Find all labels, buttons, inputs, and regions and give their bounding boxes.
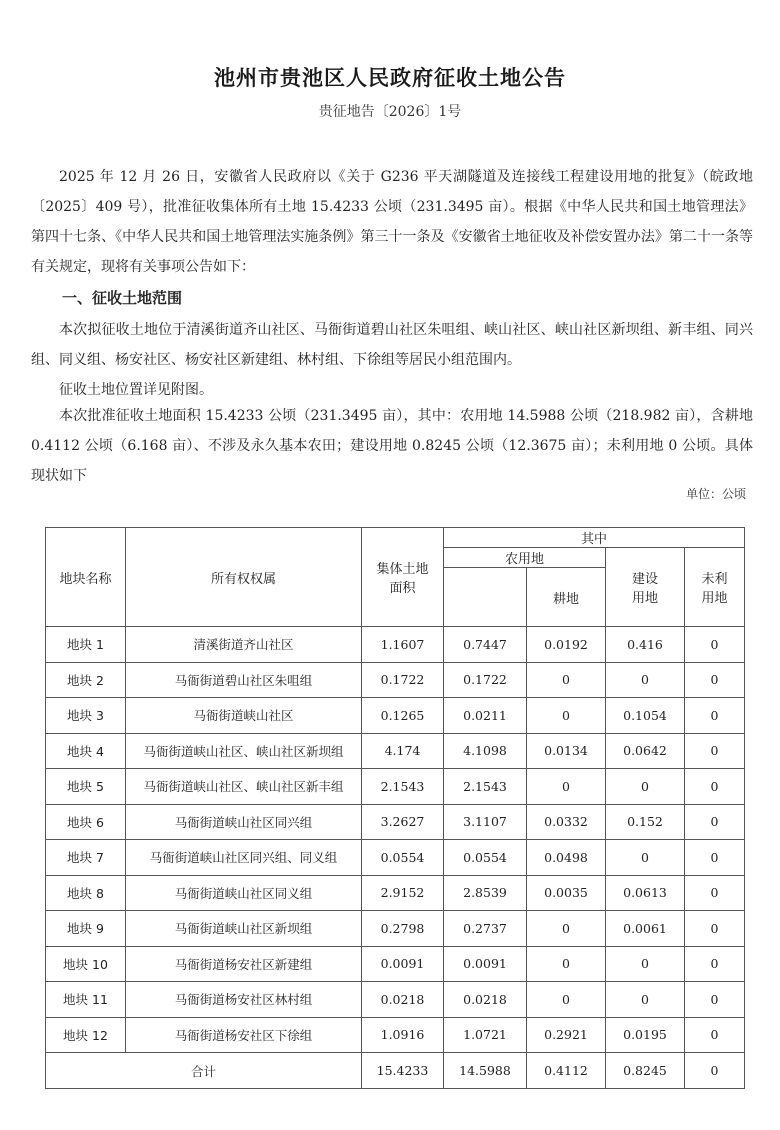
owner-cell: 马衙街道峡山社区、峡山社区新坝组 — [126, 733, 362, 769]
cultivated-cell: 0 — [527, 911, 606, 947]
construction-cell: 0 — [606, 946, 685, 982]
owner-cell: 马衙街道峡山社区同兴组 — [126, 804, 362, 840]
scope-paragraph: 本次拟征收土地位于清溪街道齐山社区、马衙街道碧山社区朱咀组、峡山社区、峡山社区新坝组、新丰组、同兴组、同义组、杨安社区、杨安社区新建组、林村组、下徐组等居民小组范围内。 — [31, 322, 753, 368]
section-heading: 一、征收土地范围 — [62, 289, 183, 307]
table-row — [46, 875, 745, 911]
cultivated-cell: 0.0332 — [527, 804, 606, 840]
agricultural-cell: 0.0554 — [444, 840, 527, 876]
plot-name-cell: 地块 10 — [46, 946, 126, 982]
plot-name-cell: 地块 7 — [46, 840, 126, 876]
header-of-which: 其中 — [444, 528, 745, 548]
table-row — [46, 840, 745, 876]
location-paragraph: 征收土地位置详见附图。 — [59, 382, 213, 398]
total-area: 15.4233 — [362, 1053, 444, 1089]
agricultural-cell: 2.1543 — [444, 769, 527, 805]
unused-cell: 0 — [685, 627, 745, 663]
document-number: 贵征地告〔2026〕1号 — [318, 104, 462, 120]
construction-cell: 0.416 — [606, 627, 685, 663]
intro-paragraph: 2025 年 12 月 26 日，安徽省人民政府以《关于 G236 平天湖隧道及连接线工程建设用地的批复》（皖政地〔2025〕409 号），批准征收集体所有土地 15.4233 公顷（231.3495 亩）。根据《中华人民共和国土地管理法》第四十七条、《中华人民共和国土地管理法实施条例》第三十一条及《安徽省土地征收及补偿安置办法》第二十一条等有关规定，现将有关事项公告如下： — [31, 169, 753, 275]
owner-cell: 马衙街道杨安社区新建组 — [126, 946, 362, 982]
agricultural-cell: 0.0211 — [444, 698, 527, 734]
agricultural-cell: 0.0091 — [444, 946, 527, 982]
owner-cell: 马衙街道峡山社区同义组 — [126, 875, 362, 911]
table-body — [46, 627, 745, 1089]
collective-area-cell: 2.1543 — [362, 769, 444, 805]
agricultural-cell: 2.8539 — [444, 875, 527, 911]
unused-cell: 0 — [685, 733, 745, 769]
collective-area-cell: 1.0916 — [362, 1017, 444, 1053]
unused-cell: 0 — [685, 804, 745, 840]
plot-name-cell: 地块 5 — [46, 769, 126, 805]
area-paragraph: 本次批准征收土地面积 15.4233 公顷（231.3495 亩），其中：农用地 14.5988 公顷（218.982 亩），含耕地 0.4112 公顷（6.168 亩）、不涉及永久基本农田；建设用地 0.8245 公顷（12.3675 亩）；未利用地 0 公顷。具体现状如下 — [31, 408, 753, 484]
agricultural-cell: 1.0721 — [444, 1017, 527, 1053]
construction-cell: 0 — [606, 769, 685, 805]
collective-area-cell: 0.0218 — [362, 982, 444, 1018]
plot-name-cell: 地块 2 — [46, 662, 126, 698]
header-agricultural: 农用地 — [444, 548, 606, 568]
table-row — [46, 769, 745, 805]
collective-area-cell: 0.1265 — [362, 698, 444, 734]
plot-name-cell: 地块 6 — [46, 804, 126, 840]
table-row — [46, 1017, 745, 1053]
plot-name-cell: 地块 12 — [46, 1017, 126, 1053]
construction-cell: 0 — [606, 662, 685, 698]
cultivated-cell: 0 — [527, 769, 606, 805]
owner-cell: 马衙街道峡山社区 — [126, 698, 362, 734]
plot-name-cell: 地块 8 — [46, 875, 126, 911]
agricultural-cell: 0.0218 — [444, 982, 527, 1018]
owner-cell: 清溪街道齐山社区 — [126, 627, 362, 663]
collective-area-cell: 3.2627 — [362, 804, 444, 840]
collective-area-cell: 1.1607 — [362, 627, 444, 663]
plot-name-cell: 地块 1 — [46, 627, 126, 663]
collective-area-cell: 0.1722 — [362, 662, 444, 698]
construction-cell: 0 — [606, 840, 685, 876]
collective-area-cell: 0.0091 — [362, 946, 444, 982]
owner-cell: 马衙街道峡山社区新坝组 — [126, 911, 362, 947]
cultivated-cell: 0 — [527, 982, 606, 1018]
table-row — [46, 911, 745, 947]
owner-cell: 马衙街道杨安社区林村组 — [126, 982, 362, 1018]
header-agricultural-total — [444, 568, 527, 627]
cultivated-cell: 0.0134 — [527, 733, 606, 769]
collective-area-cell: 4.174 — [362, 733, 444, 769]
total-cultivated: 0.4112 — [527, 1053, 606, 1089]
plot-name-cell: 地块 4 — [46, 733, 126, 769]
page-title: 池州市贵池区人民政府征收土地公告 — [214, 65, 566, 90]
construction-cell: 0 — [606, 982, 685, 1018]
plot-name-cell: 地块 3 — [46, 698, 126, 734]
agricultural-cell: 0.7447 — [444, 627, 527, 663]
unused-cell: 0 — [685, 769, 745, 805]
construction-cell: 0.0195 — [606, 1017, 685, 1053]
cultivated-cell: 0.0035 — [527, 875, 606, 911]
table-row — [46, 946, 745, 982]
header-cultivated: 耕地 — [527, 568, 606, 627]
total-construction: 0.8245 — [606, 1053, 685, 1089]
table-row — [46, 804, 745, 840]
plot-name-cell: 地块 11 — [46, 982, 126, 1018]
construction-cell: 0.152 — [606, 804, 685, 840]
total-agricultural: 14.5988 — [444, 1053, 527, 1089]
construction-cell: 0.0061 — [606, 911, 685, 947]
unused-cell: 0 — [685, 946, 745, 982]
collective-area-cell: 0.0554 — [362, 840, 444, 876]
owner-cell: 马衙街道碧山社区朱咀组 — [126, 662, 362, 698]
total-row — [46, 1053, 745, 1089]
table-row — [46, 698, 745, 734]
agricultural-cell: 0.2737 — [444, 911, 527, 947]
owner-cell: 马衙街道峡山社区同兴组、同义组 — [126, 840, 362, 876]
unused-cell: 0 — [685, 1017, 745, 1053]
unused-cell: 0 — [685, 698, 745, 734]
land-table — [45, 527, 745, 1089]
header-collective-area: 集体土地面积 — [362, 528, 444, 627]
collective-area-cell: 0.2798 — [362, 911, 444, 947]
header-plot-name: 地块名称 — [46, 528, 126, 627]
unused-cell: 0 — [685, 840, 745, 876]
header-construction: 建设用地 — [606, 548, 685, 627]
plot-name-cell: 地块 9 — [46, 911, 126, 947]
agricultural-cell: 4.1098 — [444, 733, 527, 769]
table-row — [46, 627, 745, 663]
owner-cell: 马衙街道峡山社区、峡山社区新丰组 — [126, 769, 362, 805]
unused-cell: 0 — [685, 911, 745, 947]
cultivated-cell: 0 — [527, 946, 606, 982]
cultivated-cell: 0.2921 — [527, 1017, 606, 1053]
total-label: 合计 — [46, 1053, 362, 1089]
cultivated-cell: 0 — [527, 698, 606, 734]
total-unused: 0 — [685, 1053, 745, 1089]
construction-cell: 0.1054 — [606, 698, 685, 734]
table-row — [46, 662, 745, 698]
cultivated-cell: 0 — [527, 662, 606, 698]
header-owner: 所有权权属 — [126, 528, 362, 627]
construction-cell: 0.0613 — [606, 875, 685, 911]
cultivated-cell: 0.0192 — [527, 627, 606, 663]
agricultural-cell: 3.1107 — [444, 804, 527, 840]
construction-cell: 0.0642 — [606, 733, 685, 769]
agricultural-cell: 0.1722 — [444, 662, 527, 698]
table-row — [46, 733, 745, 769]
unit-label: 单位：公顷 — [685, 487, 746, 501]
unused-cell: 0 — [685, 662, 745, 698]
table-row — [46, 982, 745, 1018]
header-unused: 未利用地 — [685, 548, 745, 627]
unused-cell: 0 — [685, 875, 745, 911]
unused-cell: 0 — [685, 982, 745, 1018]
cultivated-cell: 0.0498 — [527, 840, 606, 876]
collective-area-cell: 2.9152 — [362, 875, 444, 911]
owner-cell: 马衙街道杨安社区下徐组 — [126, 1017, 362, 1053]
